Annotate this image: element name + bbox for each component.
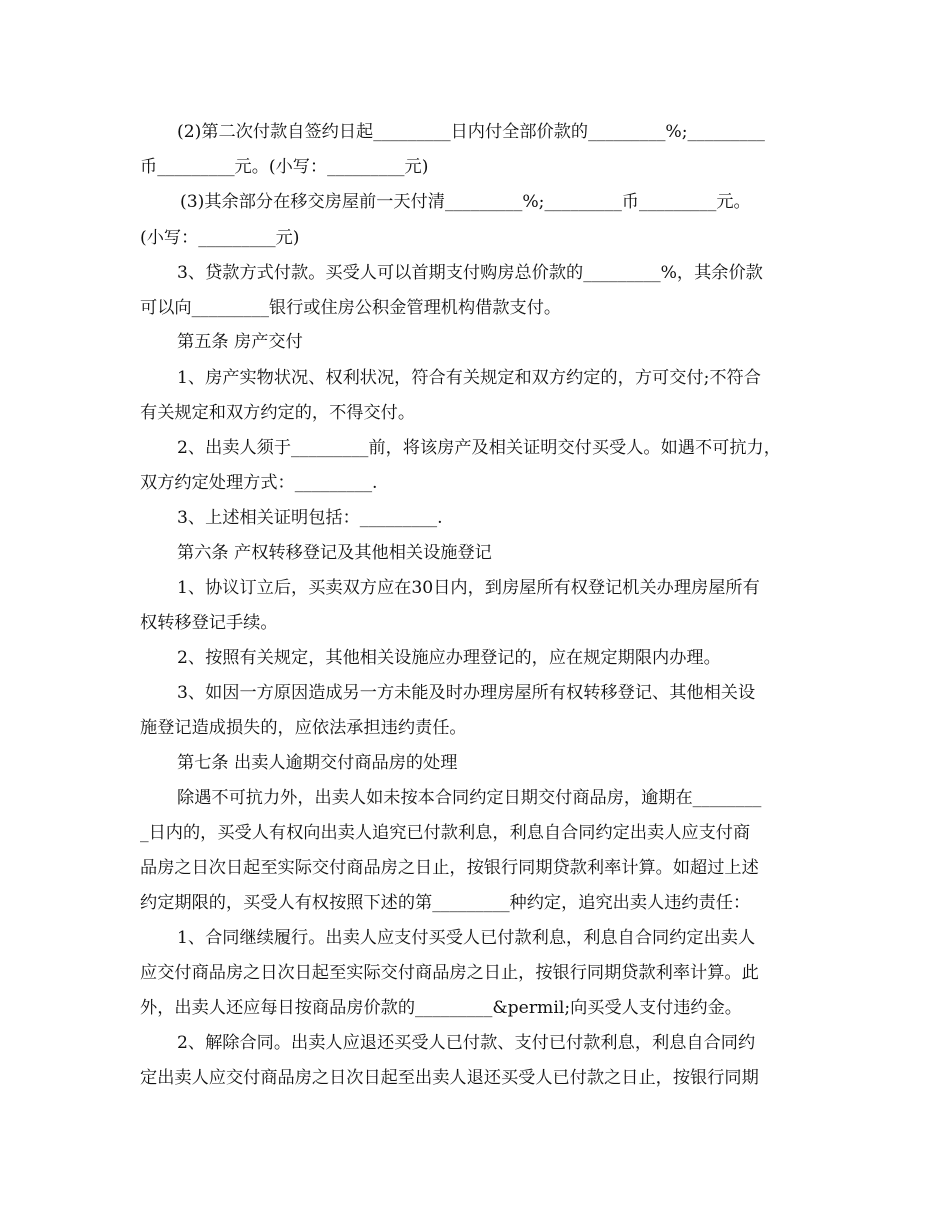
text-line: 2、解除合同。出卖人应退还买受人已付款、支付已付款利息，利息自合同约 xyxy=(177,1033,756,1053)
text-line: 3、上述相关证明包括：_________. xyxy=(177,508,443,528)
text-line: 定出卖人应交付商品房之日次日起至出卖人退还买受人已付款之日止，按银行同期 xyxy=(140,1068,759,1088)
section-heading: 第五条 房产交付 xyxy=(177,332,303,352)
text-line: 双方约定处理方式：_________. xyxy=(140,473,378,493)
text-line: 可以向_________银行或住房公积金管理机构借款支付。 xyxy=(140,298,562,318)
section-heading: 第七条 出卖人逾期交付商品房的处理 xyxy=(177,753,458,773)
text-line: 1、合同继续履行。出卖人应支付买受人已付款利息，利息自合同约定出卖人 xyxy=(177,928,756,948)
text-line: 2、出卖人须于_________前，将该房产及相关证明交付买受人。如遇不可抗力， xyxy=(177,438,781,458)
text-line: 3、如因一方原因造成另一方未能及时办理房屋所有权转移登记、其他相关设 xyxy=(177,683,756,703)
text-line: 除遇不可抗力外，出卖人如未按本合同约定日期交付商品房，逾期在________ xyxy=(177,788,762,808)
text-line: 币_________元。(小写：_________元) xyxy=(140,157,429,177)
text-line: (小写：_________元) xyxy=(140,228,300,248)
text-line: 权转移登记手续。 xyxy=(140,613,278,633)
text-line: _日内的，买受人有权向出卖人追究已付款利息，利息自合同约定出卖人应支付商 xyxy=(140,823,751,843)
section-heading: 第六条 产权转移登记及其他相关设施登记 xyxy=(177,543,492,563)
text-line: 品房之日次日起至实际交付商品房之日止，按银行同期贷款利率计算。如超过上述 xyxy=(140,858,759,878)
text-line: 施登记造成损失的，应依法承担违约责任。 xyxy=(140,718,467,738)
text-line: 2、按照有关规定，其他相关设施应办理登记的，应在规定期限内办理。 xyxy=(177,648,721,668)
text-line: 1、协议订立后，买卖双方应在30日内，到房屋所有权登记机关办理房屋所有 xyxy=(177,578,760,598)
text-line: 1、房产实物状况、权利状况，符合有关规定和双方约定的，方可交付;不符合 xyxy=(177,368,761,388)
text-line: (3)其余部分在移交房屋前一天付清_________%;_________币_________元。 xyxy=(180,192,751,212)
text-line: 约定期限的，买受人有权按照下述的第_________种约定，追究出卖人违约责任： xyxy=(140,893,751,913)
text-line: 应交付商品房之日次日起至实际交付商品房之日止，按银行同期贷款利率计算。此 xyxy=(140,963,759,983)
text-line: (2)第二次付款自签约日起_________日内付全部价款的_________%;_________ xyxy=(177,122,765,142)
text-line: 3、贷款方式付款。买受人可以首期支付购房总价款的_________%，其余价款 xyxy=(177,263,763,283)
text-line: 有关规定和双方约定的，不得交付。 xyxy=(140,403,416,423)
text-line: 外，出卖人还应每日按商品房价款的_________&permil;向买受人支付违约金。 xyxy=(140,998,742,1018)
